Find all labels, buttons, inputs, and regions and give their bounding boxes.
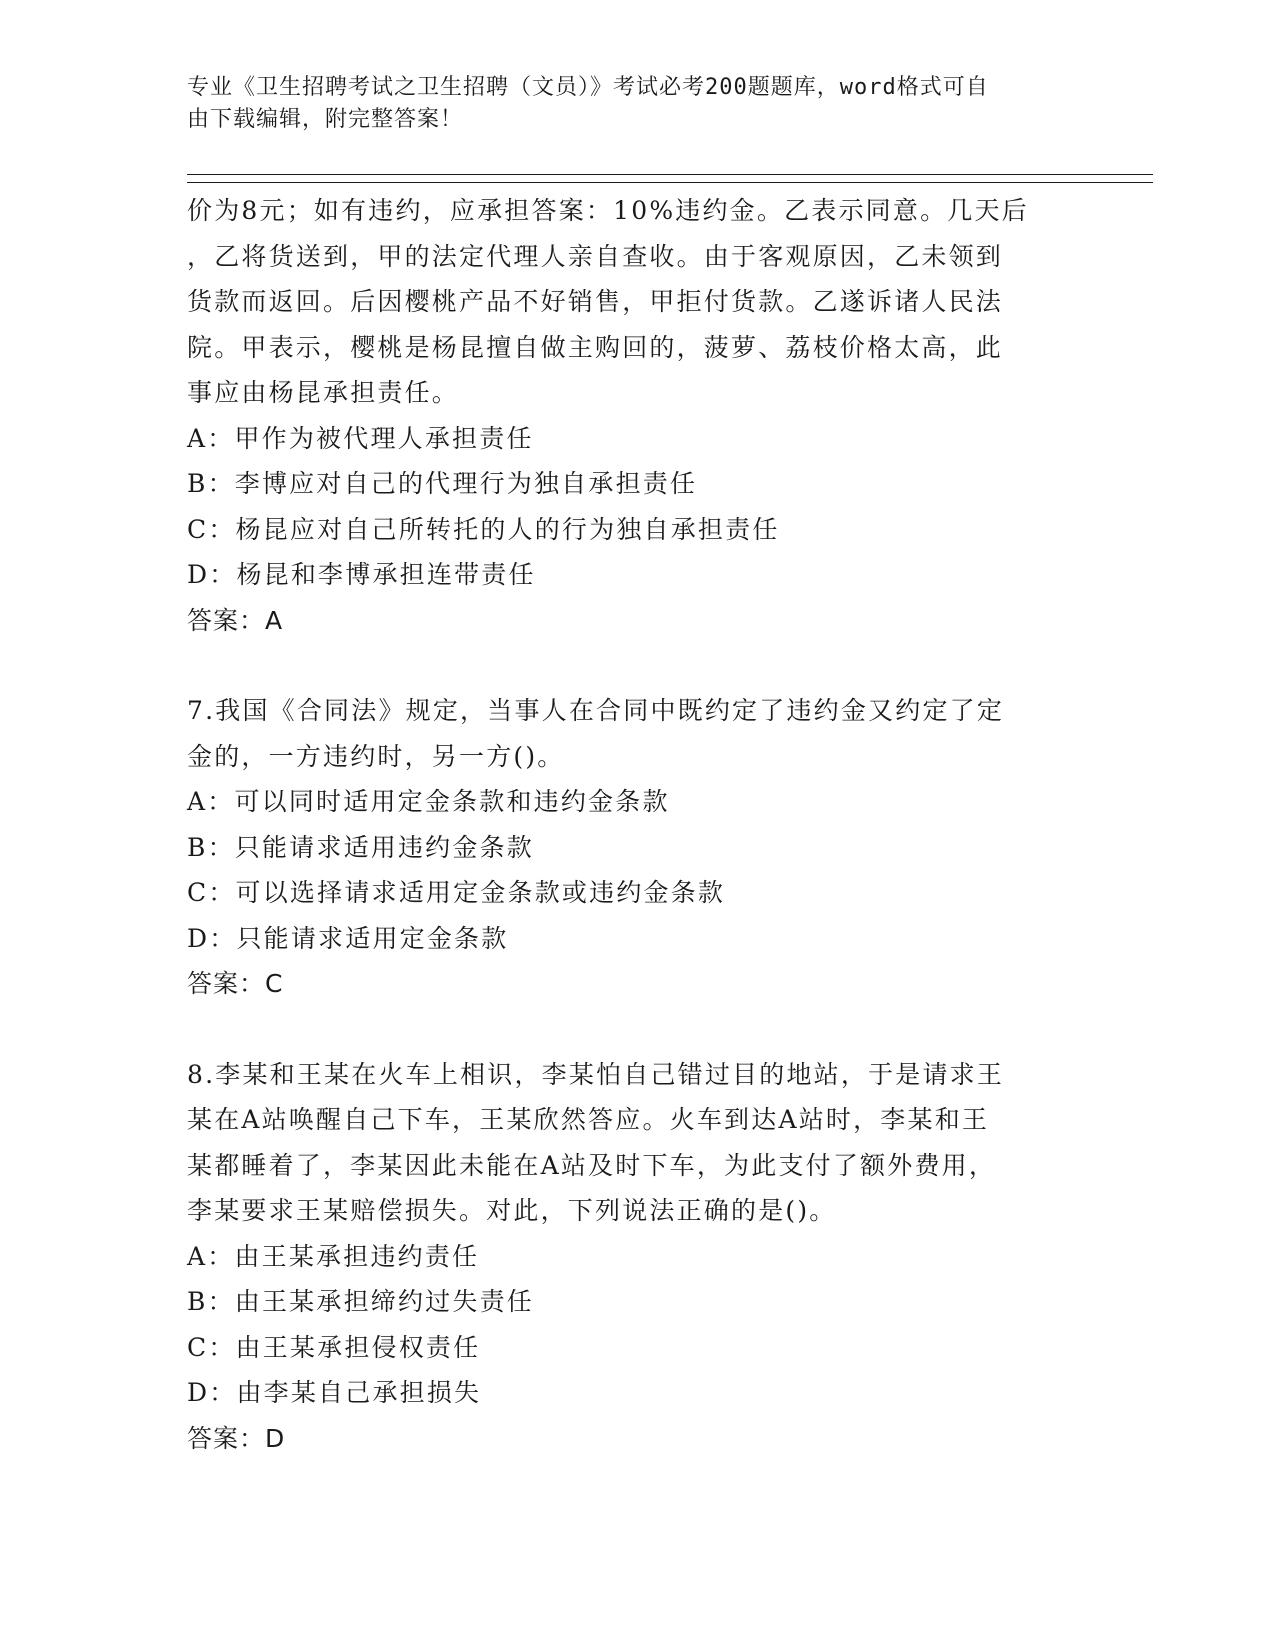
- question-stem-line: 某都睡着了，李某因此未能在A站及时下车，为此支付了额外费用，: [187, 1150, 997, 1180]
- option-b: B：由王某承担缔约过失责任: [187, 1287, 534, 1316]
- question-stem-line: 院。甲表示，樱桃是杨昆擅自做主购回的，菠萝、荔枝价格太高，此: [187, 332, 1004, 362]
- header-divider-top: [187, 174, 1153, 175]
- question-stem-line: 某在A站唤醒自己下车，王某欣然答应。火车到达A站时，李某和王: [187, 1105, 990, 1134]
- question-stem-line: 李某要求王某赔偿损失。对此，下列说法正确的是()。: [187, 1196, 837, 1225]
- option-b: B：李博应对自己的代理行为独自承担责任: [187, 469, 698, 498]
- option-c: C：杨昆应对自己所转托的人的行为独自承担责任: [187, 514, 780, 544]
- header-title-line-1: 专业《卫生招聘考试之卫生招聘（文员）》考试必考200题题库，word格式可自: [187, 75, 989, 100]
- option-a: A：甲作为被代理人承担责任: [187, 423, 534, 453]
- option-d: D：杨昆和李博承担连带责任: [187, 560, 536, 589]
- question-stem-line: 价为8元；如有违约，应承担答案：10%违约金。乙表示同意。几天后: [187, 196, 1029, 225]
- option-c: C：可以选择请求适用定金条款或违约金条款: [187, 878, 726, 907]
- option-c: C：由王某承担侵权责任: [187, 1332, 481, 1362]
- question-stem-line: ，乙将货送到，甲的法定代理人亲自查收。由于客观原因，乙未领到: [187, 241, 1004, 271]
- question-8: [187, 1052, 1087, 1462]
- option-d: D：只能请求适用定金条款: [187, 923, 509, 953]
- question-6: [187, 188, 1087, 643]
- answer-line: 答案：D: [187, 1423, 286, 1453]
- question-stem-line: 8.李某和王某在火车上相识，李某怕自己错过目的地站，于是请求王: [187, 1059, 1005, 1089]
- answer-line: 答案：A: [187, 605, 284, 635]
- option-d: D：由李某自己承担损失: [187, 1378, 482, 1407]
- option-a: A：可以同时适用定金条款和违约金条款: [187, 787, 670, 816]
- document-header: [187, 72, 1067, 136]
- question-stem-line: 金的，一方违约时，另一方()。: [187, 741, 565, 771]
- option-b: B：只能请求适用违约金条款: [187, 832, 534, 862]
- question-stem-line: 货款而返回。后因樱桃产品不好销售，甲拒付货款。乙遂诉诸人民法: [187, 287, 1004, 316]
- header-divider-bottom: [187, 182, 1153, 183]
- question-stem-line: 事应由杨昆承担责任。: [187, 378, 460, 407]
- answer-line: 答案：C: [187, 969, 284, 998]
- question-stem-line: 7.我国《合同法》规定，当事人在合同中既约定了违约金又约定了定: [187, 696, 1005, 725]
- option-a: A：由王某承担违约责任: [187, 1241, 480, 1271]
- question-7: [187, 688, 1087, 1007]
- question-spacer: [187, 1007, 1087, 1052]
- header-title-line-2: 由下载编辑，附完整答案！: [187, 107, 464, 132]
- document-body: [187, 188, 1087, 1461]
- question-spacer: [187, 643, 1087, 688]
